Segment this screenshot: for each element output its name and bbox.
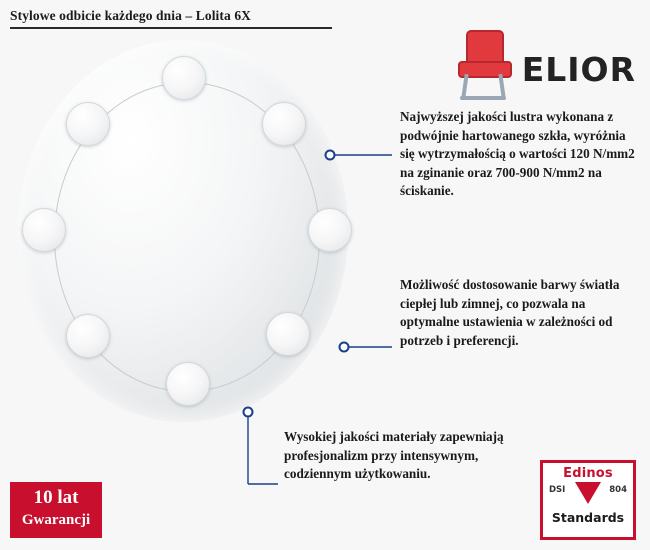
certificate-number: 804 [609, 485, 627, 495]
mirror-bulb [162, 56, 206, 100]
warranty-label: Gwarancji [21, 512, 91, 528]
feature-text-light: Możliwość dostosowanie barwy światła ciepłej lub zimnej, co pozwala na optymalne ustawienia w zależności od potrzeb i preferencji. [400, 277, 620, 348]
certificate-name: Edinos [563, 466, 613, 481]
certificate-standards: Standards [551, 510, 625, 525]
chair-base [460, 96, 506, 100]
warranty-years: 10 lat [33, 487, 79, 508]
check-icon [575, 482, 601, 504]
mirror-bulb [22, 208, 66, 252]
mirror-bulb [166, 362, 210, 406]
page-title: Stylowe odbicie każdego dnia – Lolita 6X [10, 8, 252, 23]
mirror-bulb [308, 208, 352, 252]
mirror-bulb [66, 102, 110, 146]
warranty-badge [10, 482, 102, 538]
product-image [14, 34, 354, 434]
title-underline [10, 27, 332, 29]
chair-icon [452, 28, 516, 100]
brand-name: ELIOR [521, 50, 636, 89]
mirror-glass [18, 40, 348, 422]
mirror-bulb [266, 312, 310, 356]
certificate-dsi: DSI [549, 485, 566, 495]
feature-text-materials: Wysokiej jakości materiały zapewniają profesjonalizm przy intensywnym, codziennym użytkowaniu. [284, 429, 504, 481]
brand-logo [446, 28, 636, 100]
mirror-bulb [262, 102, 306, 146]
feature-text-glass: Najwyższej jakości lustra wykonana z podwójnie hartowanego szkła, wyróżnia się wytrzymałością o wartości 120 N/mm2 na zginanie oraz 700-900 N/mm2 na ściskanie. [400, 109, 635, 198]
certificate-badge [540, 460, 636, 540]
mirror-bulb [66, 314, 110, 358]
chair-back-shape [466, 30, 504, 64]
certificate-mark [543, 481, 633, 509]
